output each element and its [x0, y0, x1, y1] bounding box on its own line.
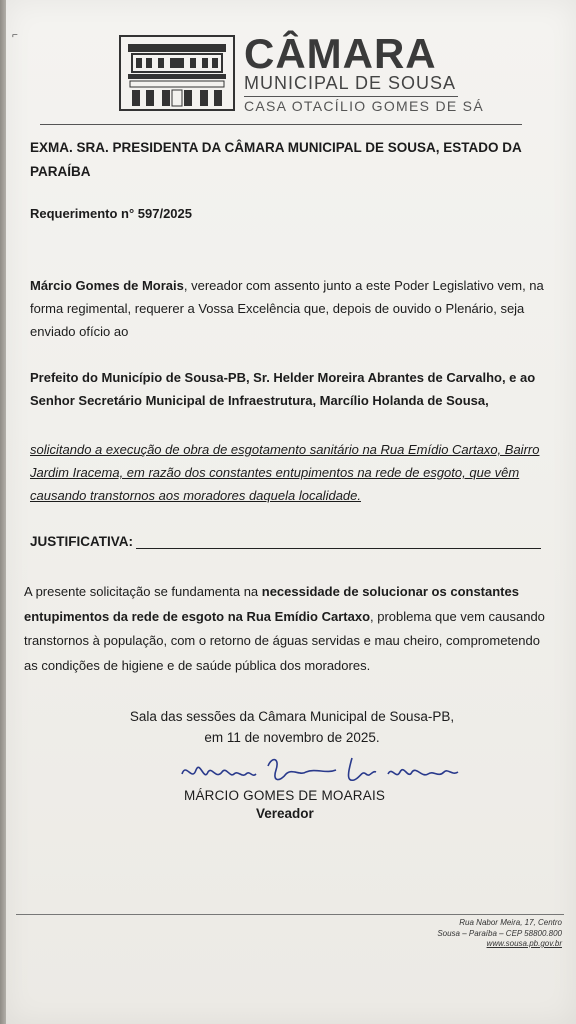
brand-subtitle: MUNICIPAL DE SOUSA — [244, 73, 457, 93]
footer-divider — [16, 914, 564, 915]
signatory-name: MÁRCIO GOMES DE MOARAIS — [184, 788, 386, 803]
footer-address-line-2: Sousa – Paraíba – CEP 58800.800 — [437, 928, 562, 938]
paragraph-justification — [24, 580, 556, 678]
brand-rule — [244, 96, 458, 97]
justificativa-underline — [136, 548, 541, 549]
justification-text-bold: necessidade de solucionar os constantes entupimentos da rede de esgoto na Rua Emídio Cartaxo — [24, 584, 519, 624]
brand-house-name: CASA OTACÍLIO GOMES DE SÁ — [244, 98, 484, 114]
header-divider — [40, 124, 522, 125]
paragraph-request — [30, 274, 552, 343]
justification-text-a: A presente solicitação se fundamenta na — [24, 584, 262, 599]
footer-website-link[interactable]: www.sousa.pb.gov.br — [486, 939, 562, 948]
closing-line-1: Sala das sessões da Câmara Municipal de Sousa-PB, — [129, 709, 455, 724]
addressee: EXMA. SRA. PRESIDENTA DA CÂMARA MUNICIPAL DE SOUSA, ESTADO DA PARAÍBA — [30, 140, 522, 179]
footer-address — [437, 918, 562, 950]
corner-mark: ⌐ — [12, 30, 18, 41]
footer-address-line-1: Rua Nabor Meira, 17, Centro — [459, 918, 562, 927]
solicitation-text: solicitando a execução de obra de esgotamento sanitário na Rua Emídio Cartaxo, Bairro Jardim Iracema, em razão dos constantes entupimentos na rede de esgoto, que vêm causando transtornos aos moradores daquela localidade. — [30, 442, 540, 503]
signatory-role: Vereador — [256, 806, 314, 821]
requerimento-number: Requerimento n° 597/2025 — [30, 206, 192, 221]
paragraph-recipients: Prefeito do Município de Sousa-PB, Sr. Helder Moreira Abrantes de Carvalho, e ao Senhor Secretário Municipal de Infraestrutura, Marcílio Holanda de Sousa, — [30, 370, 536, 408]
closing-block — [4, 706, 576, 748]
justificativa-label: JUSTIFICATIVA: — [30, 534, 133, 549]
camara-building-logo — [118, 34, 236, 112]
paragraph-solicitation — [30, 438, 552, 507]
brand-title: CÂMARA — [244, 30, 437, 77]
closing-line-2: em 11 de novembro de 2025. — [204, 730, 380, 745]
requester-name: Márcio Gomes de Morais — [30, 278, 184, 293]
paragraph-request-text: , vereador com assento junto a este Poder Legislativo vem, na forma regimental, requerer a Vossa Excelência que, depois de ouvido o Plenário, seja enviado ofício ao — [30, 278, 544, 339]
justification-text-c: , problema que vem causando transtornos à população, com o retorno de águas servidas e mau cheiro, comprometendo as condições de higiene e de saúde pública dos moradores. — [24, 608, 545, 673]
